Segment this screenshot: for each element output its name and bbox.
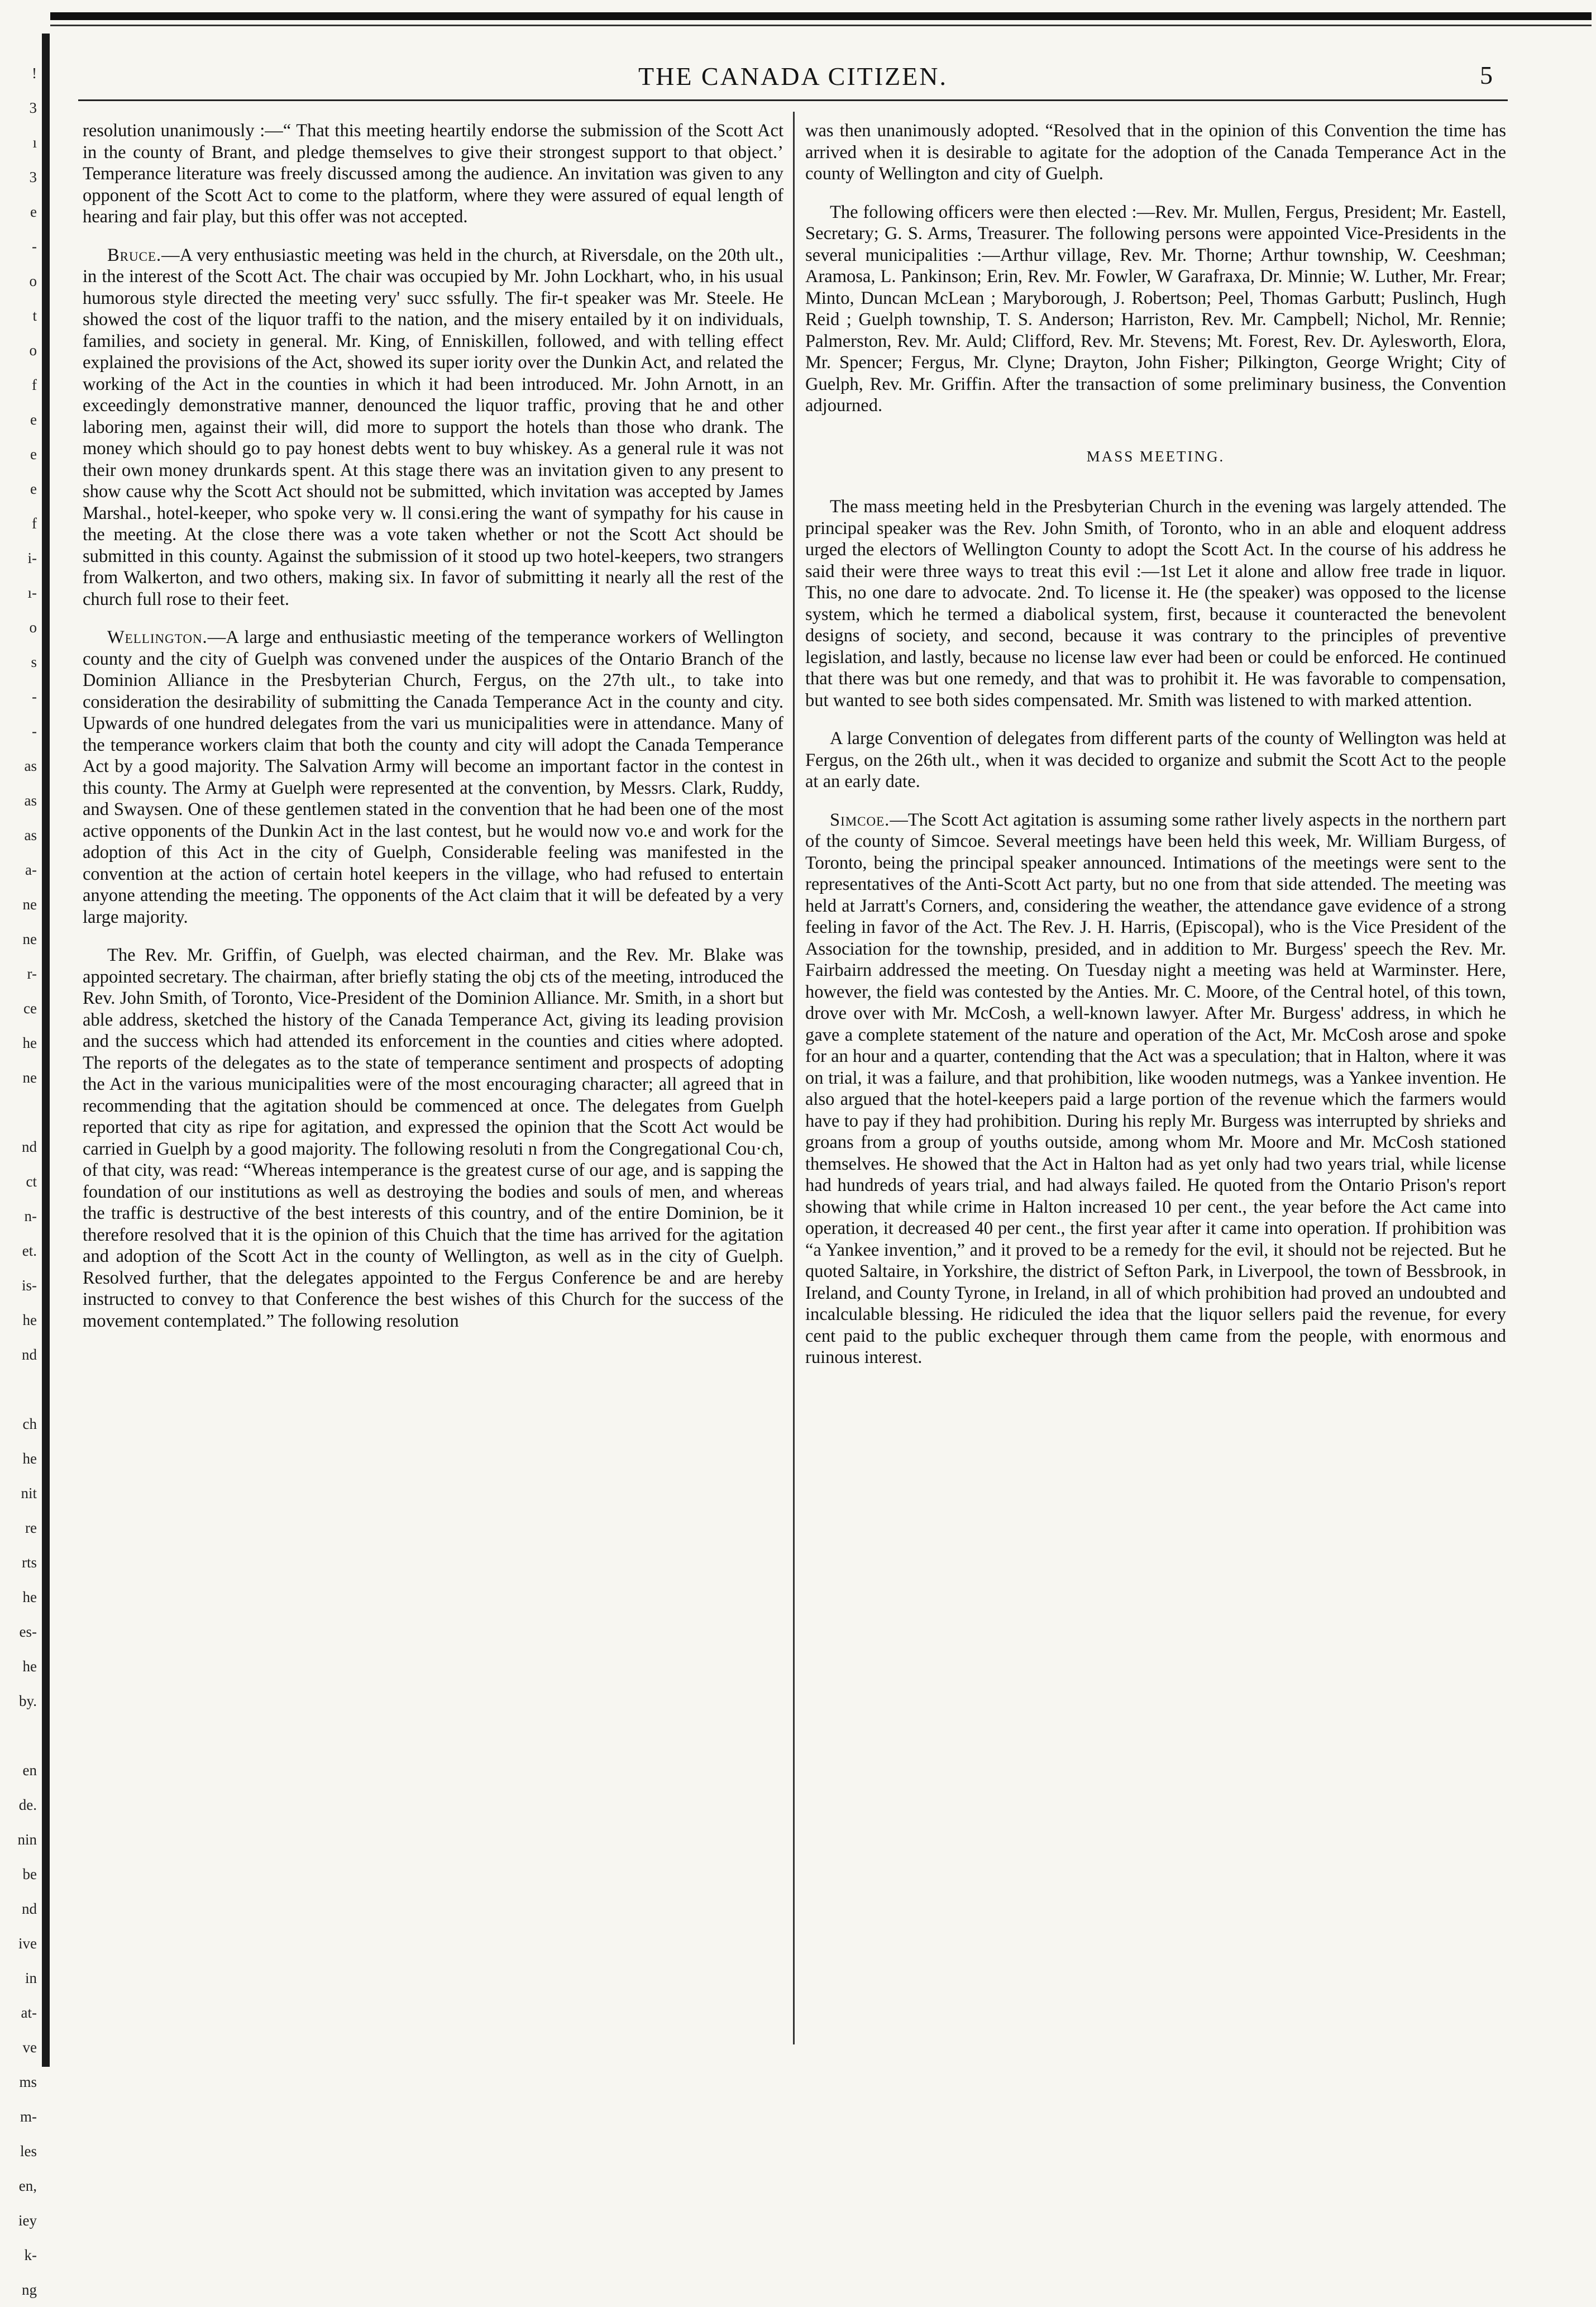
margin-fragment: - [32, 723, 37, 740]
margin-fragment: s [31, 654, 37, 670]
section-heading-mass-meeting: MASS MEETING. [1086, 447, 1225, 465]
paragraph-resolution-adopted: was then unanimously adopted. “Resolved that in the opinion of this Convention the time has arrived when it is desirable to agitate for the adoption of the Canada Temperance Act in the county of Wellington and city of Guelph. [805, 121, 1506, 184]
margin-fragment: e [30, 411, 37, 428]
margin-fragment: be [22, 1866, 37, 1882]
margin-fragment: e [30, 446, 37, 463]
margin-fragment: r- [27, 965, 37, 982]
margin-fragment: at- [21, 2004, 37, 2021]
margin-fragment: ı [32, 134, 37, 151]
margin-fragment: is- [22, 1277, 37, 1294]
margin-fragment [0, 1372, 40, 1407]
margin-fragment: ive [18, 1935, 37, 1952]
margin-fragment: he [22, 1035, 37, 1051]
margin-fragment: n- [24, 1208, 37, 1224]
section-lead-bruce: Bruce. [107, 245, 162, 265]
margin-fragment: in [25, 1970, 37, 1986]
margin-fragment: en, [18, 2177, 37, 2194]
margin-fragment: nin [17, 1831, 37, 1848]
margin-fragment: ng [22, 2281, 37, 2298]
column-divider [793, 112, 795, 2044]
margin-fragment: o [29, 273, 37, 289]
margin-fragment: iey [18, 2212, 37, 2229]
margin-fragment: as [24, 757, 37, 774]
margin-fragment: m- [20, 2108, 37, 2125]
page-number: 5 [1480, 61, 1493, 89]
margin-fragment: e [30, 480, 37, 497]
paragraph-mass-meeting: The mass meeting held in the Presbyterian Church in the evening was largely attended. The principal speaker was the Rev. John Smith, of Toronto, who in an able and eloquent address urged the electors of Wellington County to adopt the Scott Act. In the course of his address he said their were three ways to treat this evil :—1st Let it alone and allow free trade in liquor. This, no one dare to advocate. 2nd. To license it. He (the speaker) was opposed to the license system, which he termed a diabolical system, first, because it counteracted the benevolent designs of society, and second, because it was contrary to the principles of preventive legislation, and lastly, because no license law ever had been or could be enforced. He continued that there was but one remedy, and that was to prohibit it. He was favorable to compensation, but wanted to see both sides compensated. Mr. Smith was listened to with marked attention. [805, 497, 1506, 711]
margin-fragment: ! [32, 65, 37, 82]
margin-fragment: - [32, 238, 37, 255]
margin-fragment: en [22, 1762, 37, 1779]
paragraph-wellington [83, 627, 783, 928]
margin-fragment: ms [19, 2074, 37, 2090]
margin-fragment: nit [21, 1485, 37, 1502]
paragraph-bruce [83, 245, 783, 611]
section-lead-simcoe: Simcoe. [830, 809, 890, 830]
margin-fragment: f [32, 515, 37, 532]
margin-fragment: t [32, 307, 37, 324]
margin-fragment: ne [22, 1069, 37, 1086]
top-border-rule [50, 12, 1592, 20]
paragraph-bruce-text: —A very enthusiastic meeting was held in the church, at Riversdale, on the 20th ult., in the interest of the Scott Act. The chair was occupied by Mr. John Lockhart, who, in his usual humorous style directed the meeting very' succ ssfully. The fir-t speaker was Mr. Steele. He showed the cost of the liquor traffi to the nation, and the misery entailed by it on individuals, families, and society in general. Mr. King, of Enniskillen, followed, and with telling effect explained the provisions of the Act, showed its super iority over the Dunkin Act, and related the working of the Act in the counties in which it had been introduced. Mr. John Arnott, in an exceedingly demonstrative manner, denounced the liquor traffic, proving that he and other laboring men, against their will, did more to support the hotels than those who drank. The money which should go to pay honest debts went to buy whiskey. As a general rule it was not their own money drunkards spent. At this stage there was an invitation given to any present to show cause why the Scott Act should not be submitted, which invitation was accepted by James Marshal., hotel-keeper, who spoke very w. ll consi.ering the want of sympathy for his cause in the meeting. At the close there was a vote taken whether or not the Scott Act should be submitted in this county. Against the submission of it stood up two hotel-keepers, two strangers from Walkerton, and two others, making six. In favor of submitting it nearly all the rest of the church full rose to their feet. [83, 245, 783, 609]
margin-fragment: et. [22, 1242, 37, 1259]
margin-fragment: - [32, 688, 37, 705]
margin-fragment: rts [22, 1554, 37, 1571]
margin-fragment [0, 1718, 40, 1753]
margin-fragment: ch [22, 1415, 37, 1432]
paragraph-simcoe-text: —The Scott Act agitation is assuming some rather lively aspects in the northern part of the county of Simcoe. Several meetings have been held this week, Mr. William Burgess, of Toronto, being the principal speaker announced. Intimations of the meetings were sent to the representatives of the Anti-Scott Act party, but no one from that side attended. The meeting was held at Jarratt's Corners, and, considering the weather, the attendance gave evidence of a strong feeling in favor of the Act. The Rev. J. H. Harris, (Episcopal), who is the Vice President of the Association for the township, presided, and in addition to Mr. Burgess' speech the Rev. Mr. Fairbairn addressed the meeting. On Tuesday night a meeting was held at Warminster. Here, however, the field was contested by the Anties. Mr. C. Moore, of the Central hotel, of this town, drove over with Mr. McCosh, a well-known lawyer. After Mr. Burgess' address, in which he gave a complete statement of the nature and operation of the Act, Mr. McCosh arose and spoke for an hour and a quarter, contending that the Act was a speculation; that in Halton, where it was on trial, it was a failure, and that prohibition, like wooden nutmegs, was a Yankee invention. He also argued that the hotel-keepers paid a large portion of the revenue which the farmers would have to pay if they had prohibition. During his reply Mr. Burgess was interrupted by shrieks and groans from a group of youths outside, among whom Mr. Moore and Mr. McCosh stationed themselves. He showed that the Act in Halton had as yet only had two years trial, while license had hundreds of years trial, and had always failed. He quoted from the Ontario Prison's report showing that while crime in Halton increased 10 per cent., the year before the Act came into operation, it decreased 40 per cent., the first year after it came into operation. If prohibition was “a Yankee invention,” and it proved to be a remedy for the evil, it should not be rejected. But he quoted Saltaire, in Yorkshire, the district of Sefton Park, in Liverpool, the town of Bessbrook, in Ireland, and County Tyrone, in Ireland, in all of which prohibition had proved an undoubted and incalculable blessing. He ridiculed the idea that the liquor sellers paid the revenue, for every cent paid to the public exchequer through them came from the people, with enormous and ruinous interest. [805, 809, 1506, 1367]
running-head: THE CANADA CITIZEN. [638, 62, 948, 90]
margin-fragment: nd [22, 1346, 37, 1363]
margin-fragment: by. [19, 1693, 37, 1709]
paragraph-convention: A large Convention of delegates from different parts of the county of Wellington was held at Fergus, on the 26th ult., when it was decided to organize and submit the Scott Act to the people at an early date. [805, 728, 1506, 792]
margin-fragment: es- [19, 1623, 37, 1640]
margin-fragment: a- [25, 861, 37, 878]
adjacent-page-fragments [0, 56, 40, 2298]
margin-fragment: i- [27, 550, 37, 566]
binding-edge [42, 34, 50, 2067]
margin-fragment: les [20, 2143, 37, 2160]
margin-fragment: ct [26, 1173, 37, 1190]
top-border-thin-rule [50, 25, 1592, 26]
margin-fragment: f [32, 376, 37, 393]
margin-fragment: ı- [27, 584, 37, 601]
margin-fragment: o [29, 619, 37, 636]
margin-fragment: ne [22, 931, 37, 947]
margin-fragment: 3 [29, 169, 37, 185]
left-column [83, 120, 783, 1348]
margin-fragment: he [22, 1312, 37, 1328]
right-column [805, 120, 1506, 1385]
margin-fragment: ce [23, 1000, 37, 1017]
margin-fragment [0, 1095, 40, 1129]
margin-fragment: de. [18, 1796, 37, 1813]
margin-fragment: k- [24, 2247, 37, 2263]
margin-fragment: 3 [29, 99, 37, 116]
margin-fragment: nd [22, 1900, 37, 1917]
paragraph-officers: The following officers were then elected :—Rev. Mr. Mullen, Fergus, President; Mr. Eastell, Secretary; G. S. Arms, Treasurer. The following persons were appointed Vice-Presidents in the several municipalities :—Arthur village, Rev. Mr. Thorne; Arthur township, W. Ceeshman; Aramosa, L. Pankinson; Erin, Rev. Mr. Fowler, W Garafraxa, Dr. Minnie; W. Luther, Mr. Frear; Minto, Duncan McLean ; Maryborough, J. Robertson; Peel, Thomas Garbutt; Puslinch, Hugh Reid ; Guelph township, T. S. Anderson; Harriston, Rev. Mr. Campbell; Nichol, Mr. Rennie; Palmerston, Rev. Mr. Auld; Clifford, Rev. Mr. Stevens; Mt. Forest, Rev. Dr. Aylesworth, Elora, Mr. Spencer; Fergus, Mr. Clyne; Drayton, John Fisher; Pilkington, George Wright; City of Guelph, Rev. Mr. Griffin. After the transaction of some preliminary business, the Convention adjourned. [805, 202, 1506, 416]
margin-fragment: ve [22, 2039, 37, 2056]
paragraph-wellington-text: —A large and enthusiastic meeting of the temperance workers of Wellington county and the city of Guelph was convened under the auspices of the Ontario Branch of the Dominion Alliance in the Presbyterian Church, Fergus, on the 27th ult., to take into consideration the desirability of submitting the Canada Temperance Act in the county and city. Upwards of one hundred delegates from the vari us municipalities were in attendance. Many of the temperance workers claim that both the county and city will adopt the Canada Temperance Act by a good majority. The Salvation Army will become an important factor in the contest in this county. The Army at Guelph were represented at the convention, by Messrs. Clark, Ruddy, and Swaysen. One of these gentlemen stated in the convention that he had been one of the most active opponents of the Dunkin Act in the last contest, but he would now vo.e and work for the adoption of this Act in the city of Guelph, Considerable feeling was manifested in the convention at the action of certain hotel keepers in the village, who had refused to entertain anyone attending the meeting. The opponents of the Act claim that it will be defeated by a very large majority. [83, 627, 783, 927]
paragraph-simcoe [805, 809, 1506, 1369]
paragraph-brant-resolution: resolution unanimously :—“ That this meeting heartily endorse the submission of the Scott Act in the county of Brant, and pledge themselves to give their strongest support to that object.’ Temperance literature was freely discussed among the audience. An invitation was given to any opponent of the Scott Act to come to the platform, where they were assured of equal length of hearing and fair play, but this offer was not accepted. [83, 121, 783, 227]
margin-fragment: as [24, 792, 37, 809]
margin-fragment: he [22, 1658, 37, 1675]
margin-fragment: he [22, 1589, 37, 1605]
margin-fragment: re [25, 1519, 37, 1536]
margin-fragment: o [29, 342, 37, 359]
margin-fragment: e [30, 203, 37, 220]
paragraph-griffin: The Rev. Mr. Griffin, of Guelph, was elected chairman, and the Rev. Mr. Blake was appointed secretary. The chairman, after briefly stating the obj cts of the meeting, introduced the Rev. John Smith, of Toronto, Vice-President of the Dominion Alliance. Mr. Smith, in a short but able address, sketched the history of the Canada Temperance Act, giving its leading provision and the success which had attended its enforcement in the counties and cities where adopted. The reports of the delegates as to the state of temperance sentiment and prospects of adopting the Act in the various municipalities were of the most encouraging character; all agreed that in recommending that the agitation should be commenced at once. The delegates from Guelph reported that city as ripe for agitation, and expressed the opinion that the Scott Act would be carried in Guelph by a good majority. The following resoluti n from the Congregational Cou·ch, of that city, was read: “Whereas intemperance is the greatest curse of our age, and is sapping the foundation of our institutions as well as destroying the bodies and souls of men, and whereas the traffic is destructive of the best interests of this country, and of the entire Dominion, be it therefore resolved that it is the opinion of this Chuich that the time has arrived for the agitation and adoption of the Scott Act in the county of Wellington, as well as in the city of Guelph. Resolved further, that the delegates appointed to the Fergus Conference be and are hereby instructed to convey to that Conference the best wishes of this Church for the success of the movement contemplated.” The following resolution [83, 945, 783, 1331]
header-rule [78, 99, 1508, 101]
margin-fragment: ne [22, 896, 37, 913]
margin-fragment: as [24, 827, 37, 843]
section-lead-wellington: Wellington. [107, 627, 208, 647]
margin-fragment: nd [22, 1138, 37, 1155]
margin-fragment: he [22, 1450, 37, 1467]
